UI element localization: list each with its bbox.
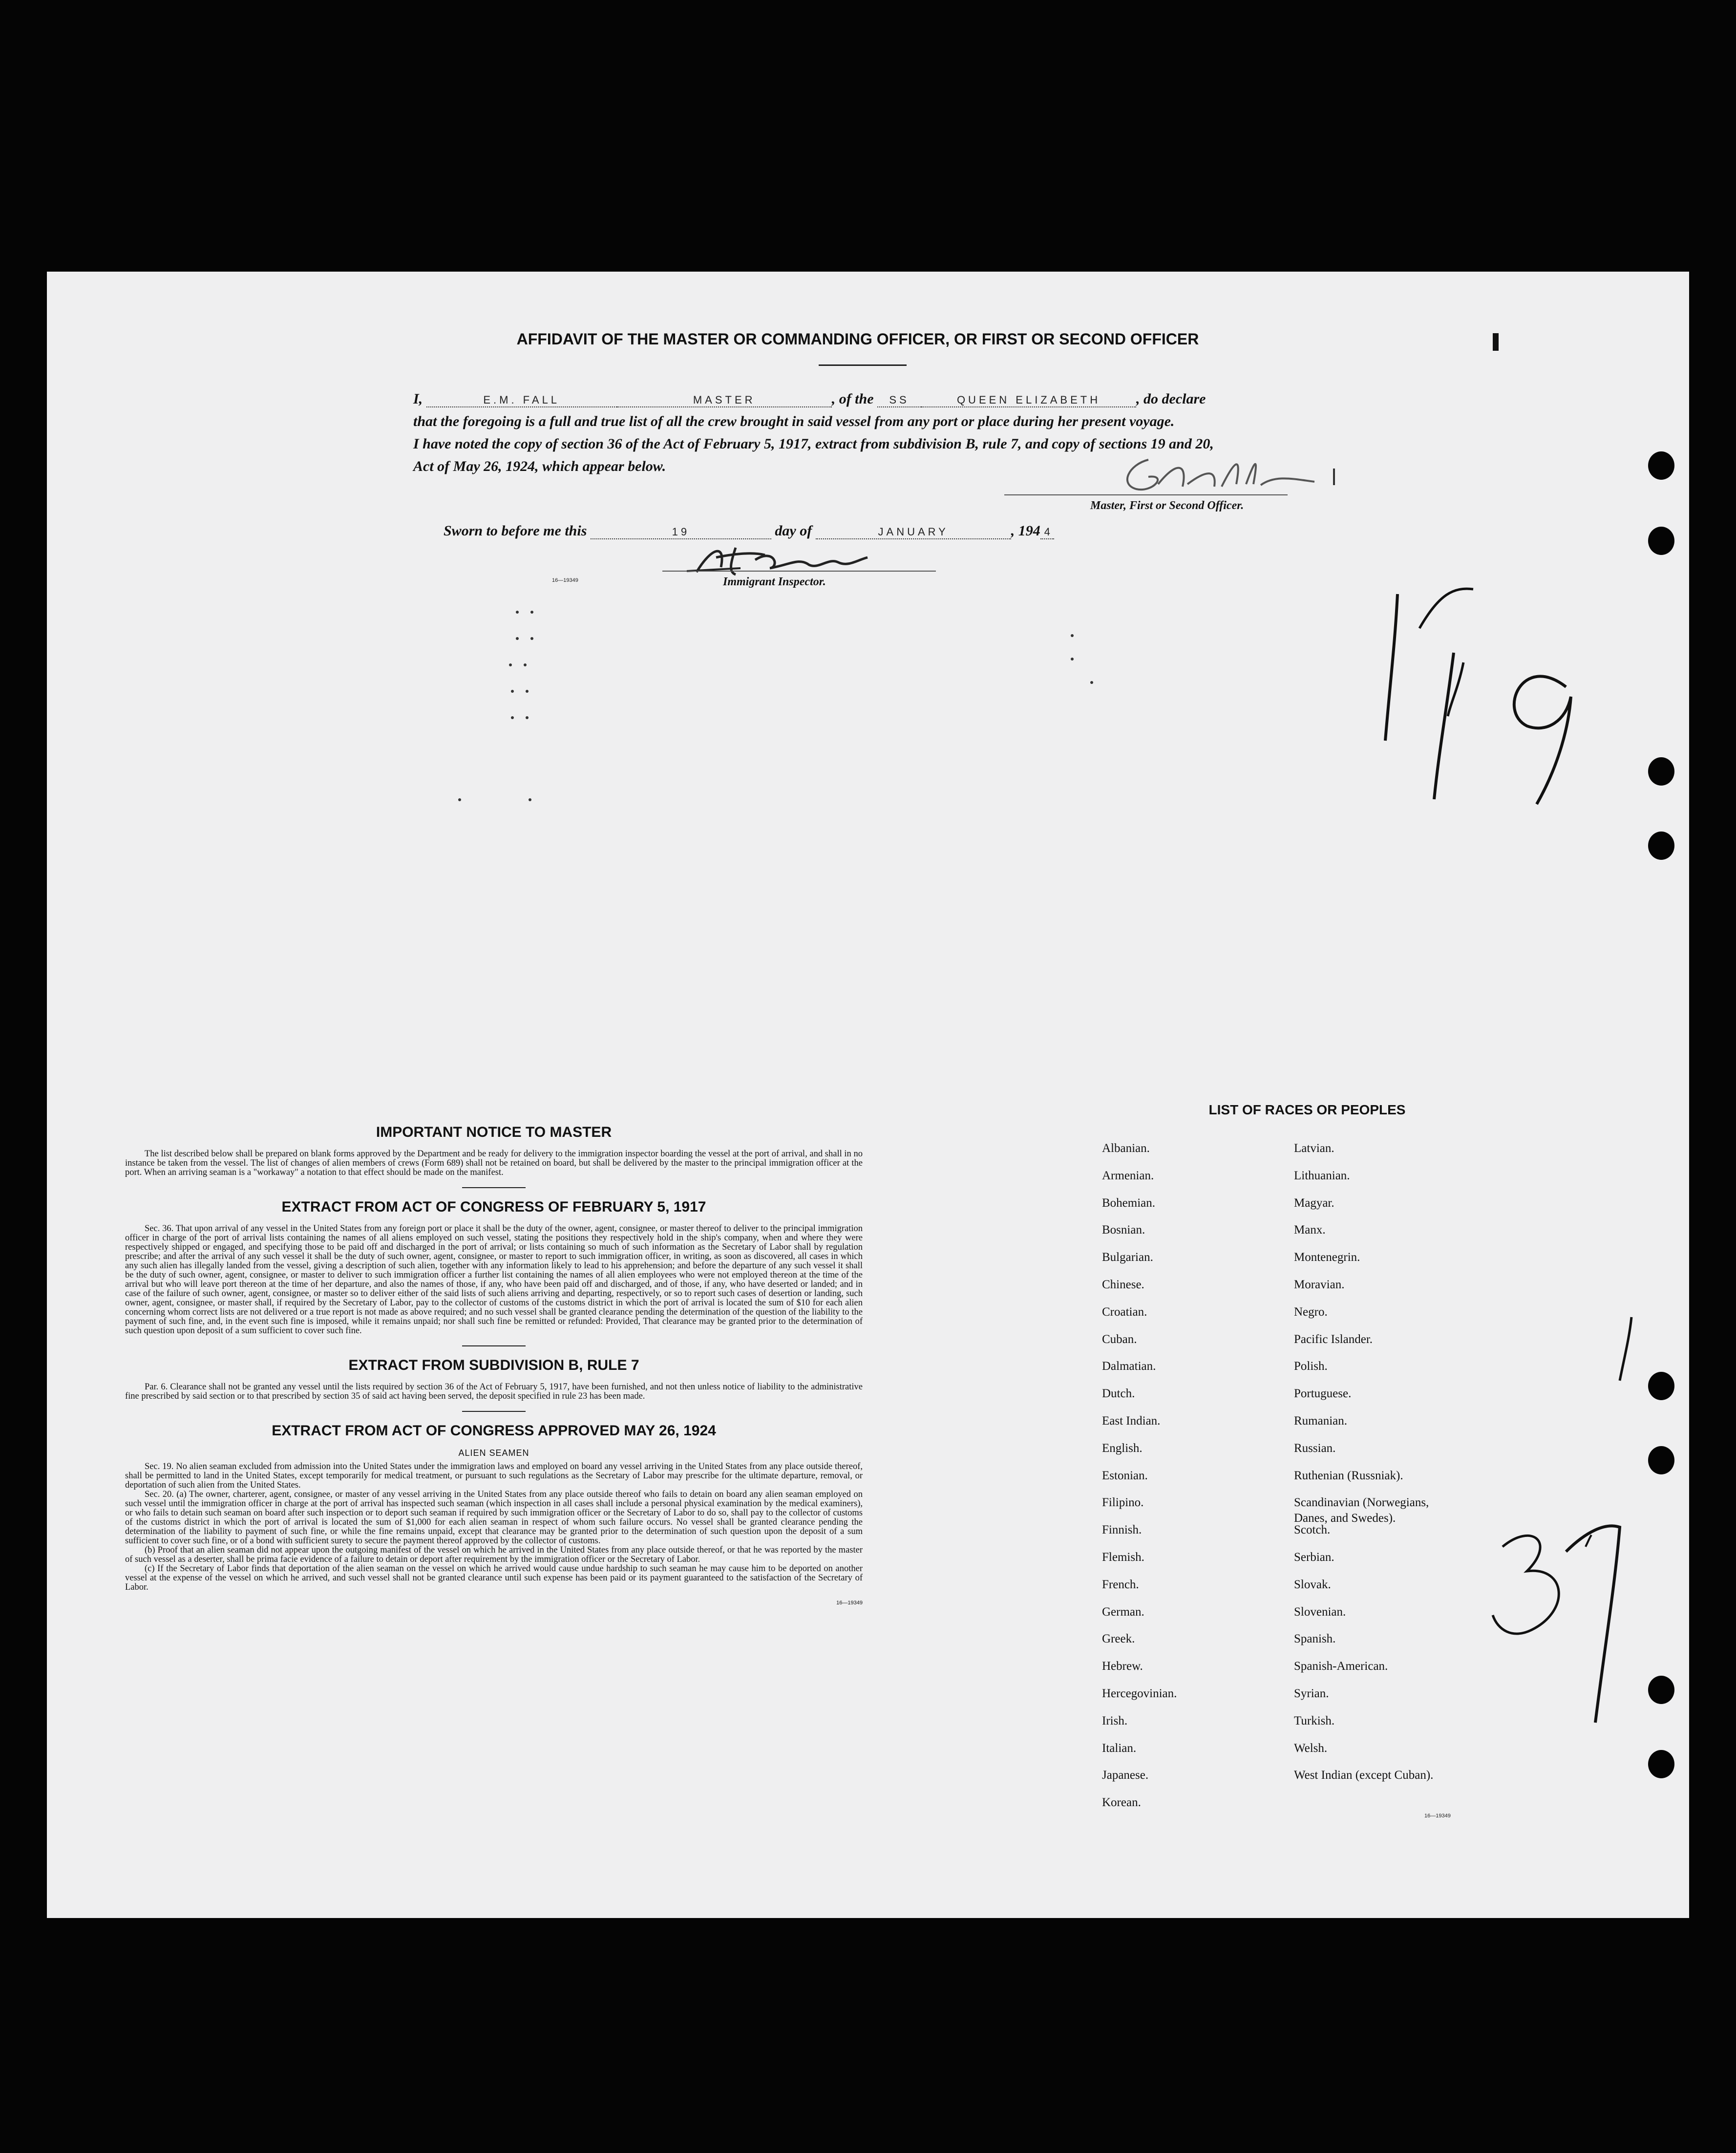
sworn-day-field: 19 xyxy=(591,526,771,539)
declaration-prefix: I, xyxy=(413,391,423,407)
race-item: Latvian. xyxy=(1294,1142,1334,1155)
race-item: Greek. xyxy=(1102,1632,1135,1646)
race-item: Pacific Islander. xyxy=(1294,1332,1373,1346)
master-signature xyxy=(1090,455,1363,499)
race-item: Scandinavian (Norwegians, xyxy=(1294,1496,1429,1510)
notice-title: IMPORTANT NOTICE TO MASTER xyxy=(376,1124,612,1140)
race-item: Slovenian. xyxy=(1294,1605,1346,1619)
year-digit-field: 4 xyxy=(1040,526,1054,539)
sworn-line xyxy=(444,523,1420,539)
race-item: Chinese. xyxy=(1102,1278,1144,1291)
punch-hole xyxy=(1648,527,1674,555)
declare-text: , do declare xyxy=(1136,391,1206,407)
declaration-line-3: I have noted the copy of section 36 of the Act of February 5, 1917, extract from subdivision B, rule 7, and copy of sections 19 and 20, xyxy=(413,436,1214,452)
race-item: Albanian. xyxy=(1102,1142,1150,1155)
race-item: Rumanian. xyxy=(1294,1414,1348,1428)
race-item: Negro. xyxy=(1294,1305,1328,1319)
race-item: Croatian. xyxy=(1102,1305,1147,1319)
race-item: Slovak. xyxy=(1294,1577,1331,1591)
races-title: LIST OF RACES OR PEOPLES xyxy=(1208,1102,1406,1117)
punch-hole xyxy=(1648,451,1674,480)
act-1917-body: Sec. 36. That upon arrival of any vessel in the United States from any foreign port or place it shall be the duty of the owner, agent, consignee, or master thereof to deliver to the principal immigration officer in charge of the port of arrival lists containing the names of all aliens employed on such vessel, stating the positions they respectively hold in the ship's company, when and where they were respectively shipped or engaged, and specifying those to be paid off and discharged in the port of arrival; or lists containing so much of such information as the Secretary of Labor shall by regulation prescribe; and after the arrival of any such vessel it shall be the duty of such owner, agent, consignee, or master to report to such immigration officer, in writing, as soon as discovered, all cases in which any such alien has illegally landed from the vessel, giving a description of such alien, together with any information likely to lead to his apprehension; and before the departure of any such vessel it shall be the duty of such owner, agent, consignee, or master to deliver to such immigration officer a further list containing the names of all alien employees who were not employed thereon at the time of the arrival but who will leave port thereon at the time of her departure, and also the names of those, if any, who have been paid off and discharged, and of those, if any, who have deserted or landed; and in case of the failure of such owner, agent, consignee, or master so to deliver either of the said lists of such aliens arriving and departing, respectively, or so to report such cases of desertion or landing, such owner, agent, consignee, or master shall, if required by the Secretary of Labor, pay to the collector of customs of the customs district in which the port of arrival is located the sum of $10 for each alien concerning whom correct lists are not delivered or a true report is not made as above required; and no such vessel shall be granted clearance pending the determination of the question of the liability to the payment of such fine, and, in the event such fine is imposed, while it remains unpaid; nor shall such fine be remitted or refunded: Provided, That clearance may be granted prior to the determination of such question upon deposit of a sum sufficient to cover such fine. xyxy=(125,1224,863,1336)
act-1917-title: EXTRACT FROM ACT OF CONGRESS OF FEBRUARY 5, 1917 xyxy=(281,1199,706,1215)
stray-dot xyxy=(509,663,512,666)
sworn-month-field: JANUARY xyxy=(816,526,1011,539)
rule7-title: EXTRACT FROM SUBDIVISION B, RULE 7 xyxy=(348,1357,639,1373)
stray-dot xyxy=(511,690,514,693)
declaration-line-2: that the foregoing is a full and true list of all the crew brought in said vessel from any port or place during her present voyage. xyxy=(413,413,1175,429)
handwritten-date-note xyxy=(1341,584,1615,809)
handwritten-tick-mark xyxy=(1605,1307,1644,1386)
race-item: Portuguese. xyxy=(1294,1387,1352,1401)
race-item: Syrian. xyxy=(1294,1687,1329,1700)
day-of-text: day of xyxy=(775,523,812,539)
notice-form-number: 16—19349 xyxy=(836,1600,863,1606)
race-item: Lithuanian. xyxy=(1294,1169,1350,1182)
stray-dot xyxy=(529,798,531,801)
stray-dot xyxy=(530,637,533,640)
race-item: Danes, and Swedes). xyxy=(1294,1512,1396,1525)
sec20c-body: (c) If the Secretary of Labor finds that deportation of the alien seaman on the vessel on which he arrived would cause undue hardship to such seaman he may cause him to be deported on another vessel at the expense of the vessel on which he arrived, and such vessel shall not be granted clearance until such expense has been paid or its payment guaranteed to the satisfaction of the Secretary of Labor. xyxy=(125,1564,863,1592)
race-item: Montenegrin. xyxy=(1294,1251,1360,1264)
race-item: Russian. xyxy=(1294,1441,1336,1455)
vessel-name-field: QUEEN ELIZABETH xyxy=(921,394,1136,407)
race-item: Cuban. xyxy=(1102,1332,1137,1346)
master-caption: Master, First or Second Officer. xyxy=(1090,499,1244,512)
race-item: Japanese. xyxy=(1102,1769,1149,1782)
race-item: English. xyxy=(1102,1441,1143,1455)
of-the-text: , of the xyxy=(831,391,874,407)
inspector-signature-line xyxy=(662,571,936,572)
race-item: Irish. xyxy=(1102,1714,1128,1727)
punch-hole xyxy=(1648,1750,1674,1778)
notice-section xyxy=(125,1124,863,1606)
race-item: Ruthenian (Russniak). xyxy=(1294,1469,1403,1482)
punch-hole xyxy=(1648,1446,1674,1474)
race-item: Korean. xyxy=(1102,1796,1141,1810)
race-item: Magyar. xyxy=(1294,1196,1334,1210)
title-underline xyxy=(819,364,907,366)
punch-hole xyxy=(1648,1372,1674,1400)
stray-dot xyxy=(511,716,514,719)
punch-hole xyxy=(1648,1676,1674,1704)
rank-field: MASTER xyxy=(617,394,832,407)
race-item: Italian. xyxy=(1102,1741,1137,1755)
stray-dot xyxy=(1090,681,1093,684)
race-item: Bohemian. xyxy=(1102,1196,1156,1210)
name-field: E.M. FALL xyxy=(426,394,617,407)
races-section xyxy=(1102,1102,1483,1819)
sworn-prefix: Sworn to before me this xyxy=(444,523,587,539)
handwritten-count-note xyxy=(1473,1513,1639,1737)
race-item: Polish. xyxy=(1294,1360,1328,1373)
alien-seamen-subtitle: ALIEN SEAMEN xyxy=(458,1448,529,1458)
race-item: Hercegovinian. xyxy=(1102,1687,1177,1700)
race-item: West Indian (except Cuban). xyxy=(1294,1769,1434,1782)
races-form-number: 16—19349 xyxy=(1424,1813,1451,1819)
stray-dot xyxy=(1071,634,1074,637)
race-item: Estonian. xyxy=(1102,1469,1148,1482)
stray-dot xyxy=(516,611,519,614)
race-item: Turkish. xyxy=(1294,1714,1335,1727)
year-prefix: , 194 xyxy=(1011,523,1040,539)
rule7-body: Par. 6. Clearance shall not be granted any vessel until the lists required by section 36 of the Act of February 5, 1917, have been furnished, and not then unless notice of liability to the administrative fine prescribed by said section or to that prescribed by section 35 of said act having been served, the deposit specified in rule 23 has been made. xyxy=(125,1382,863,1401)
act-1924-title: EXTRACT FROM ACT OF CONGRESS APPROVED MAY 26, 1924 xyxy=(272,1423,716,1439)
race-item: Scotch. xyxy=(1294,1523,1331,1537)
punch-hole xyxy=(1648,757,1674,786)
section-divider xyxy=(462,1411,526,1412)
race-item: Dutch. xyxy=(1102,1387,1135,1401)
form-number: 16—19349 xyxy=(552,577,578,583)
race-item: Armenian. xyxy=(1102,1169,1154,1182)
section-divider xyxy=(462,1187,526,1188)
stray-dot xyxy=(458,798,461,801)
race-item: Spanish-American. xyxy=(1294,1660,1388,1673)
race-item: Serbian. xyxy=(1294,1551,1334,1564)
sec19-body: Sec. 19. No alien seaman excluded from admission into the United States under the immigration laws and employed on board any vessel arriving in the United States from any place outside thereof, shall be permitted to land in the United States, except temporarily for medical treatment, or pursuant to such regulations as the Secretary of Labor may prescribe for the ultimate departure, removal, or deportation of such alien from the United States. xyxy=(125,1462,863,1490)
stray-dot xyxy=(526,690,529,693)
race-item: Finnish. xyxy=(1102,1523,1142,1537)
stray-dot xyxy=(516,637,519,640)
declaration-line-1 xyxy=(413,391,1390,407)
sec20a-body: Sec. 20. (a) The owner, charterer, agent, consignee, or master of any vessel arriving in the United States from any place outside thereof who fails to detain on board any alien seaman employed on such vessel until the immigration officer in charge at the port of arrival has inspected such seaman (which inspection in all cases shall include a personal physical examination by the medical examiners), or who fails to detain such seaman on board after such inspection or to deport such seaman if required by such immigration officer or the Secretary of Labor to do so, shall pay to the collector of customs of the customs district in which the port of arrival is located the sum of $1,000 for each alien seaman in respect of whom such failure occurs. No vessel shall be granted clearance pending the determination of the liability to payment of such fine, or while the fine remains unpaid, except that clearance may be granted prior to the determination of such question upon the deposit of a sum sufficient to cover such fine, or of a bond with sufficient surety to secure the payment thereof approved by the collector of customs. xyxy=(125,1490,863,1546)
race-item: Manx. xyxy=(1294,1223,1326,1237)
race-item: Flemish. xyxy=(1102,1551,1144,1564)
vessel-prefix-field: SS xyxy=(877,394,921,407)
punch-hole xyxy=(1648,831,1674,860)
document-page xyxy=(47,272,1689,1918)
stray-dot xyxy=(526,716,529,719)
inspector-caption: Immigrant Inspector. xyxy=(723,576,826,588)
sec20b-body: (b) Proof that an alien seaman did not appear upon the outgoing manifest of the vessel on which he arrived in the United States from any place outside thereof, or that he was reported by the master of such vessel as a deserter, shall be prima facie evidence of a failure to detain or deport after requirement by the immigration officer or the Secretary of Labor. xyxy=(125,1545,863,1564)
race-item: Bosnian. xyxy=(1102,1223,1145,1237)
race-item: Dalmatian. xyxy=(1102,1360,1156,1373)
race-item: East Indian. xyxy=(1102,1414,1161,1428)
race-item: Bulgarian. xyxy=(1102,1251,1153,1264)
race-item: Hebrew. xyxy=(1102,1660,1143,1673)
race-item: Welsh. xyxy=(1294,1741,1328,1755)
stray-dot xyxy=(530,611,533,614)
master-signature-line xyxy=(1004,494,1288,495)
affidavit-title: AFFIDAVIT OF THE MASTER OR COMMANDING OFFICER, OR FIRST OR SECOND OFFICER xyxy=(516,330,1199,348)
race-item: Moravian. xyxy=(1294,1278,1345,1291)
race-item: Filipino. xyxy=(1102,1496,1144,1510)
section-divider xyxy=(462,1345,526,1346)
declaration-line-4: Act of May 26, 1924, which appear below. xyxy=(413,458,666,474)
notice-body: The list described below shall be prepared on blank forms approved by the Department and be ready for delivery to the immigration inspector boarding the vessel at the port of arrival, and shall in no instance be taken from the vessel. The list of changes of alien members of crews (Form 689) shall not be retained on board, but shall be delivered by the master to the principal immigration officer at the port. When an arriving seaman is a "workaway" a notation to that effect should be made on the manifest. xyxy=(125,1149,863,1177)
race-item: German. xyxy=(1102,1605,1144,1619)
race-item: French. xyxy=(1102,1577,1139,1591)
race-item: Spanish. xyxy=(1294,1632,1336,1646)
stray-dot xyxy=(524,663,527,666)
stray-dot xyxy=(1071,658,1074,661)
